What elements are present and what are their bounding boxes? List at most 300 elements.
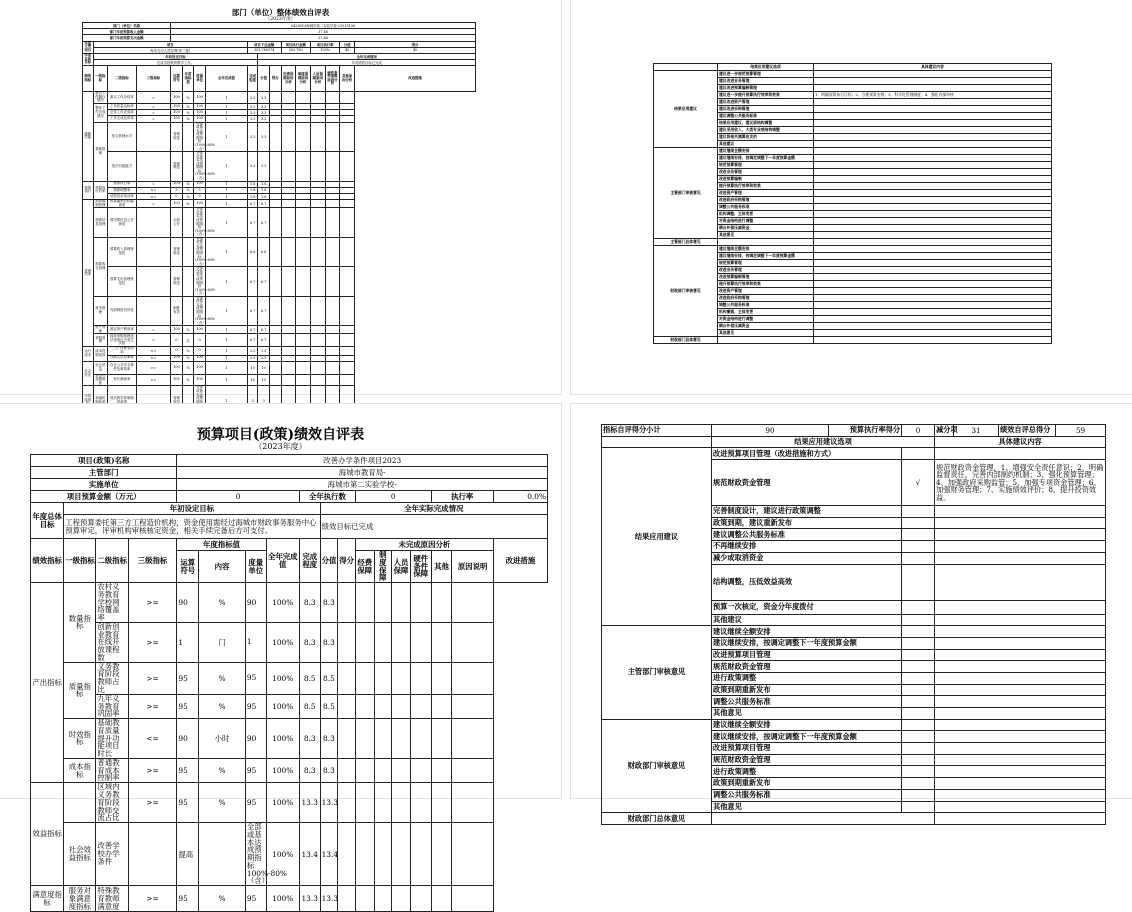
indicator-row: [83, 374, 476, 386]
empty-cell: [902, 789, 935, 801]
completion-ratio: 1: [205, 386, 247, 416]
completion-ratio: 1: [205, 334, 247, 347]
empty-cell: [392, 823, 411, 886]
get-score: 8.5: [320, 662, 338, 694]
operator: [136, 122, 171, 152]
finance-total-row: [654, 337, 1052, 344]
sub-label: 指标自评得分小计: [602, 425, 712, 437]
col-unit: 度量单位: [194, 66, 206, 92]
option-label: 规范财政资金管理: [712, 754, 902, 766]
score: 6.6: [247, 237, 258, 267]
col-l3: 三级指标: [136, 66, 171, 92]
advice-header: 具体建议内容: [935, 436, 1106, 448]
unit-performance-table: [82, 22, 476, 422]
unit: %: [182, 200, 194, 208]
level2-indicator: 成本控制成效: [93, 347, 108, 361]
level3-indicator: 创新创业教育在线开放课程数: [96, 622, 128, 662]
empty-cell: [814, 246, 1052, 253]
empty-cell: [814, 260, 1052, 267]
score: 6.7: [247, 208, 258, 238]
option-label: 改进政府采购管理: [718, 295, 814, 302]
goal-row: [31, 515, 548, 539]
level2-indicator: 社会效益指标: [64, 823, 96, 886]
empty-cell: [452, 823, 494, 886]
income-label: 部门年初预算收入金额: [83, 29, 171, 35]
get-score: 10: [258, 374, 270, 386]
indicator-row: [83, 347, 476, 355]
col-ratio: 完成程度: [299, 539, 320, 583]
unit: 门: [199, 622, 246, 662]
get-score: 13.3: [320, 886, 338, 912]
empty-cell: [902, 541, 935, 553]
full-year-value: 100: [194, 355, 206, 361]
empty-cell: [814, 274, 1052, 281]
indicator-row: [83, 152, 476, 182]
operator: >=: [128, 662, 177, 694]
option-label: 建议改进业务管理: [718, 78, 814, 85]
page-project-result-application: [571, 404, 1132, 823]
completion-ratio: 1: [205, 296, 247, 326]
col-ratio: 完成程度: [247, 66, 258, 92]
unit: 次: [182, 334, 194, 347]
get-score: 3.3: [258, 92, 270, 104]
advice-header: 具体建议内容: [814, 64, 1052, 71]
level2-indicator: 成本指标: [64, 758, 96, 782]
get-score: 3.3: [258, 116, 270, 122]
operator: =: [136, 200, 171, 208]
empty-cell: [452, 662, 494, 694]
level2-indicator: 整体工作完成情况: [93, 104, 108, 123]
completion-ratio: 100%: [266, 694, 299, 718]
col-measure: 改进措施: [355, 66, 476, 92]
empty-cell: [814, 295, 1052, 302]
empty-cell: [902, 684, 935, 696]
target-value: 0: [171, 347, 183, 355]
level3-indicator: 结转结余变动率: [108, 193, 136, 199]
target-value: 100: [171, 116, 183, 122]
empty-cell: [902, 649, 935, 661]
score: 3.3: [247, 116, 258, 122]
empty-cell: [902, 778, 935, 790]
full-year-value: 100: [194, 110, 206, 116]
empty-cell: [281, 334, 296, 347]
col-content: 内容: [199, 551, 246, 583]
empty-cell: [902, 766, 935, 778]
option-label: 规范预算管理: [718, 162, 814, 169]
empty-cell: [935, 517, 1106, 529]
page3-title: 预算项目(政策)绩效自评表: [196, 427, 365, 443]
option-label: 建议调整公共服务标准: [718, 113, 814, 120]
exec-label: 全年执行数: [299, 491, 355, 503]
perf-indicator-label: 绩效指标: [83, 66, 94, 92]
empty-cell: [431, 583, 452, 623]
income-value: 37.46: [171, 29, 476, 35]
empty-cell: [935, 614, 1106, 626]
level2-indicator: 基础管理: [93, 122, 108, 181]
target-content: 90: [177, 719, 199, 759]
get-score: 13.3: [320, 783, 338, 823]
get-score: 1.6: [258, 181, 270, 187]
empty-cell: [281, 122, 296, 152]
indicator-row: [31, 583, 548, 623]
empty-cell: [374, 783, 392, 823]
option-label: 改进预算项目管理: [712, 649, 902, 661]
target-value: 管理规范: [171, 386, 183, 416]
budget-row: [31, 491, 548, 503]
empty-cell: [325, 347, 340, 355]
option-label: 完善制度设计，建议进行政策调整: [712, 506, 902, 518]
empty-cell: [814, 78, 1052, 85]
empty-cell: [296, 152, 311, 182]
level2-indicator: 重点工作履行情况: [93, 92, 108, 104]
exec-col-header: 项目执行金额: [281, 41, 310, 47]
level3-indicator: 总体工作完成率: [108, 110, 136, 116]
target-value: 制度有效: [171, 296, 183, 326]
score: 3.3: [247, 152, 258, 182]
empty-cell: [452, 719, 494, 759]
empty-cell: [281, 152, 296, 182]
target-value: 管理规范: [171, 267, 183, 297]
option-label: 机构调整，主体变更: [718, 211, 814, 218]
unit: [182, 296, 194, 326]
empty-cell: [355, 783, 374, 823]
target-value: 100: [171, 361, 183, 374]
empty-cell: [410, 694, 431, 718]
dept-label: 主管部门: [31, 467, 177, 479]
level3-indicator: 区域内义务教育阶段教师交流占比: [96, 783, 128, 823]
empty-cell: [269, 326, 281, 334]
unit: [182, 208, 194, 238]
target-content: 提高: [177, 823, 199, 886]
get-score: 2.5: [258, 347, 270, 355]
goal-set-label: 年初设定目标: [64, 503, 320, 515]
completion-ratio: 1: [205, 208, 247, 238]
unit: [182, 237, 194, 267]
empty-cell: [902, 637, 935, 649]
level3-indicator: 家长满意率: [108, 374, 136, 386]
score: 1.6: [247, 193, 258, 199]
operator: >=: [128, 622, 177, 662]
option-label: 改进预算项目管理: [712, 743, 902, 755]
col-l1: 一级指标: [93, 66, 108, 92]
reason-3: 人员保障原因分析: [310, 66, 325, 92]
level2-indicator: 数量指标: [64, 583, 96, 663]
exec-amount: 353.780: [281, 47, 310, 53]
unit: %: [182, 110, 194, 116]
empty-cell: [902, 529, 935, 541]
empty-cell: [310, 237, 325, 267]
score: 8.3: [299, 758, 320, 782]
target-value: 全面公开: [171, 208, 183, 238]
option-label: 其他意见: [712, 708, 902, 720]
completion-ratio: 1: [205, 104, 247, 110]
empty-cell: [355, 622, 374, 662]
empty-cell: [310, 296, 325, 326]
operator: <=: [128, 719, 177, 759]
empty-cell: [340, 92, 355, 104]
empty-cell: [452, 886, 494, 912]
empty-cell: [814, 176, 1052, 183]
indicator-row: [31, 622, 548, 662]
result-option-header: 结果应用建议选项: [712, 436, 935, 448]
option-label: 政策到期重新发布: [712, 778, 902, 790]
score: 13.4: [299, 823, 320, 886]
empty-cell: [325, 334, 340, 347]
full-year-value: 1: [245, 622, 266, 662]
completion-ratio: 1: [205, 122, 247, 152]
score: 8.3: [299, 622, 320, 662]
option-label: 其他意见: [712, 801, 902, 813]
empty-cell: [814, 218, 1052, 225]
option-label: 规范财政资金管理: [712, 460, 902, 506]
rate-label: 执行率: [431, 491, 493, 503]
full-year-value: 100: [194, 92, 206, 104]
exec-score-value: 0: [902, 425, 935, 437]
target-value: 管理规范: [171, 237, 183, 267]
goal-done-label: 全年完成情况: [258, 53, 476, 59]
option-label: 提升预算执行效率和效果: [718, 183, 814, 190]
option-label: 进行政策调整: [712, 672, 902, 684]
level3-indicator: 改善学校办学条件: [96, 823, 128, 886]
completion-ratio: 1: [205, 152, 247, 182]
proj-name-row: [31, 455, 548, 467]
empty-cell: [935, 637, 1106, 649]
completion-ratio: 100%: [266, 583, 299, 623]
impl-row: [31, 479, 548, 491]
budget-value: 0: [177, 491, 299, 503]
empty-cell: [281, 208, 296, 238]
empty-cell: [269, 237, 281, 267]
level2-indicator: 资产管理: [93, 326, 108, 334]
option-label: 调整公共服务标准: [712, 696, 902, 708]
empty-cell: [355, 694, 374, 718]
empty-cell: [902, 801, 935, 813]
level2-indicator: 预算编制管理: [93, 200, 108, 208]
empty-cell: [902, 517, 935, 529]
option-row: [654, 246, 1052, 253]
target-content: 95: [177, 758, 199, 782]
unit-label: 部门（单位）名称: [83, 23, 171, 29]
option-label: 建议采用收入、大类专业或结构调整: [718, 127, 814, 134]
empty-cell: [296, 334, 311, 347]
full-year-value: 90: [245, 719, 266, 759]
option-label: 调整公共服务标准: [718, 204, 814, 211]
level2-indicator: 预算执行效率: [93, 181, 108, 200]
level3-indicator: 普通教育成本控制率: [96, 758, 128, 782]
dept-value: 海城市教育局-: [177, 467, 548, 479]
level2-indicator: 社会效益: [93, 361, 108, 374]
unit: [199, 823, 246, 886]
level3-indicator: 工作质量达标率: [108, 104, 136, 110]
level2-indicator: 时效指标: [64, 719, 96, 759]
completion-ratio: 1: [205, 326, 247, 334]
level3-indicator: 预算调整率: [108, 187, 136, 193]
get-score: 2.5: [258, 355, 270, 361]
get-score: 6.7: [258, 296, 270, 326]
operator: [136, 208, 171, 238]
operator: =: [136, 116, 171, 122]
option-label: 建议继续全额安排: [712, 719, 902, 731]
completion-ratio: 1: [205, 181, 247, 187]
target-content: 95: [177, 694, 199, 718]
option-label: 建议继续全额安排: [718, 246, 814, 253]
empty-cell: [814, 155, 1052, 162]
unit-value: 0428013海城市第二实验学校-21018106: [171, 23, 476, 29]
full-year-value: 100: [194, 116, 206, 122]
reason-1: 经费保障: [355, 551, 374, 583]
full-year-value: 全部或基本达成预期指标(100%-80%（含）: [195, 266, 216, 296]
get-score: 6.7: [258, 200, 270, 208]
impl-label: 实施单位: [31, 479, 177, 491]
empty-cell: [814, 148, 1052, 155]
score-col-header: 分值: [340, 41, 355, 47]
result-option-header: 结果应用建议选项: [718, 64, 814, 71]
empty-cell: [814, 302, 1052, 309]
get-score: 13.4: [320, 823, 338, 886]
option-label: 建议继续全额安排: [712, 626, 902, 638]
level2-indicator: 质量指标: [64, 662, 96, 718]
empty-cell: [310, 200, 325, 208]
completion-ratio: 100%: [266, 662, 299, 694]
empty-cell: [935, 661, 1106, 673]
unit: %: [199, 583, 246, 623]
empty-cell: [814, 330, 1052, 337]
option-label: 对资金结构进行调整: [718, 218, 814, 225]
target-content: 95: [177, 662, 199, 694]
empty-cell: [452, 583, 494, 623]
empty-cell: [296, 374, 311, 386]
level3-indicator: 农村义务教育学校网络覆盖率: [96, 583, 128, 623]
operator: <=: [136, 347, 171, 355]
completion-ratio: 1: [205, 110, 247, 116]
level3-indicator: 存在公共安全事件及事故率: [108, 361, 136, 374]
empty-cell: [310, 92, 325, 104]
reason-2: 制度保障: [374, 551, 392, 583]
operator: [136, 267, 171, 297]
option-label: 不再继续安排: [712, 541, 902, 553]
empty-cell: [310, 374, 325, 386]
annual-goal-label: 年度总体目标: [84, 53, 92, 65]
indicator-row: [83, 326, 476, 334]
empty-cell: [814, 190, 1052, 197]
col-l3: 三级指标: [128, 539, 177, 583]
get-score: 8.3: [320, 719, 338, 759]
unit: %: [199, 758, 246, 782]
empty-cell: [325, 267, 340, 297]
level1-indicator: 履职效能: [83, 92, 94, 181]
issue-col-header: 项目下达金额: [247, 41, 281, 47]
option-label: 其他意见: [718, 330, 814, 337]
empty-cell: [355, 662, 374, 694]
completion-ratio: 100%: [266, 622, 299, 662]
level3-indicator: 义务教育阶段教师占比: [96, 662, 128, 694]
option-row: [602, 626, 1106, 638]
empty-cell: [269, 296, 281, 326]
get-score: 1.6: [258, 193, 270, 199]
score: 2.5: [247, 347, 258, 355]
total-label: 绩效自评总得分: [999, 425, 1056, 437]
get-score: 3.3: [258, 122, 270, 152]
empty-cell: [902, 743, 935, 755]
full-year-value: 100: [194, 374, 206, 386]
empty-cell: [340, 208, 355, 238]
empty-cell: [338, 886, 356, 912]
page3-year: （2023年度）: [254, 442, 307, 451]
empty-cell: [935, 649, 1106, 661]
finance-total-row: [602, 813, 1106, 825]
empty-cell: [814, 309, 1052, 316]
level3-indicator: 预算编制目标偏离度: [108, 200, 136, 208]
empty-cell: [325, 237, 340, 267]
option-label: 改进预算项目管理（改进措施和方式）: [712, 448, 902, 460]
option-row: [602, 719, 1106, 731]
finance-section: 财政部门审核意见: [654, 246, 718, 337]
empty-cell: [431, 622, 452, 662]
option-label: 政策到期，建议重新发布: [712, 517, 902, 529]
score: 6.7: [247, 267, 258, 297]
empty-cell: [374, 622, 392, 662]
empty-cell: [431, 783, 452, 823]
empty-cell: [340, 122, 355, 152]
goal-done-text: 绩效目标已完成: [320, 515, 547, 539]
unit: %: [199, 662, 246, 694]
col-target: 年度指标值: [182, 66, 194, 92]
score: 6.7: [247, 296, 258, 326]
operator: <=: [136, 187, 171, 193]
option-label: 规范预算管理: [718, 260, 814, 267]
empty-cell: [814, 337, 1052, 344]
empty-cell: [325, 296, 340, 326]
operator: [136, 152, 171, 182]
operator: =: [136, 334, 171, 347]
indicator-group-row: [31, 539, 548, 551]
level3-indicator: 综合管理水平: [108, 122, 136, 152]
empty-cell: [935, 696, 1106, 708]
empty-cell: [374, 583, 392, 623]
indicator-row: [83, 267, 476, 297]
empty-cell: [814, 225, 1052, 232]
empty-cell: [281, 92, 296, 104]
full-year-value: 90: [245, 583, 266, 623]
target-value: 100: [171, 92, 183, 104]
operator: <=: [136, 193, 171, 199]
empty-cell: [814, 134, 1052, 141]
empty-cell: [410, 886, 431, 912]
main-dept-total: 主管部门总体意见: [654, 239, 718, 246]
empty-cell: [814, 120, 1052, 127]
indicator-row: [31, 783, 548, 823]
col-get: 得分: [269, 66, 281, 92]
completion-ratio: 1: [205, 200, 247, 208]
full-year-value: 全部或基本达成预期指标(100%-80%（含）: [195, 121, 216, 151]
target-content: 95: [177, 783, 199, 823]
empty-cell: [814, 211, 1052, 218]
operator: >=: [128, 694, 177, 718]
project-get-score: 40: [355, 47, 476, 53]
full-year-value: 95: [245, 886, 266, 912]
reason-4: 硬件条件保障原因分析: [325, 66, 340, 92]
exec-score-label: 预算执行率得分: [829, 425, 902, 437]
empty-cell: [374, 886, 392, 912]
score: 10: [247, 361, 258, 374]
get-score: 6.7: [258, 267, 270, 297]
level3-indicator: 九年义务教育巩固率: [96, 694, 128, 718]
empty-cell: [452, 783, 494, 823]
indicator-row: [83, 208, 476, 238]
level3-indicator: 预决算信息公开规范: [108, 208, 136, 238]
score: 3.3: [247, 104, 258, 110]
empty-cell: [296, 122, 311, 152]
